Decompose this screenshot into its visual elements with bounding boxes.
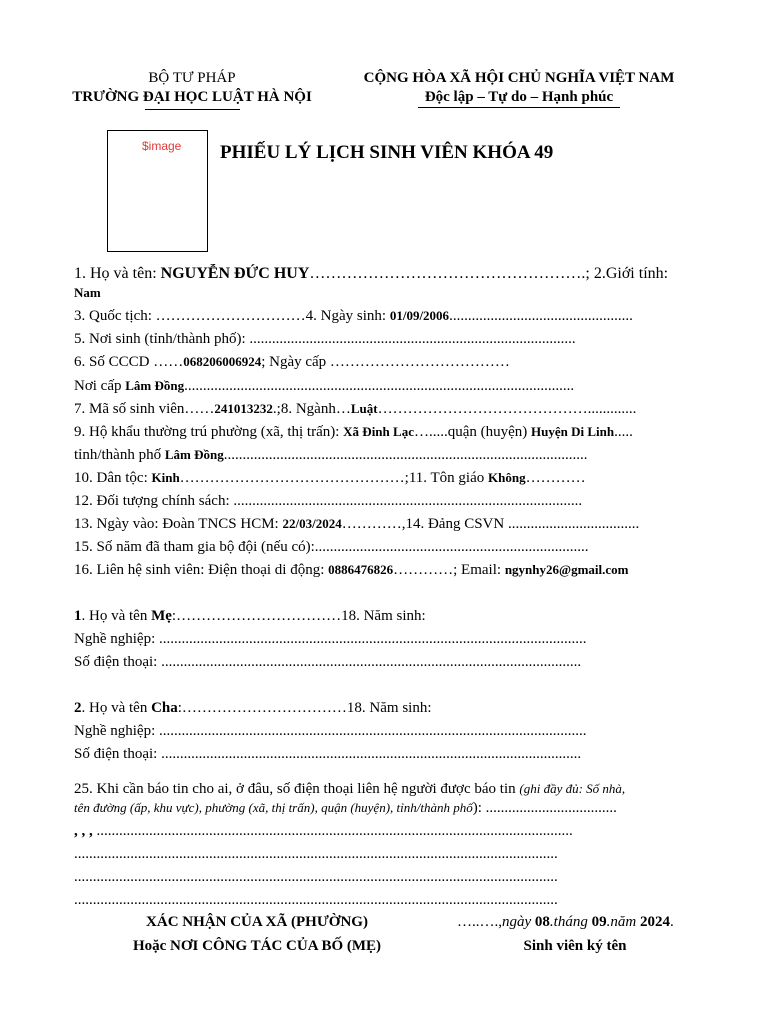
date-ngay: ngày [502, 914, 535, 930]
field-issue-dots: ........................................................................................................ [184, 378, 575, 394]
major: Luật [350, 401, 378, 416]
ministry-name: BỘ TƯ PHÁP [148, 70, 236, 86]
field-cccd-label: 6. Số CCCD …… [74, 354, 184, 370]
field-student-id-line [74, 399, 708, 419]
confirm-title: XÁC NHẬN CỦA XÃ (PHƯỜNG) [146, 914, 368, 930]
date-nam: .năm [606, 914, 640, 930]
mother-job: Nghề nghiệp: .................................................................................................................. [74, 631, 587, 647]
field-district-label: ….....quận (huyện) [413, 424, 532, 440]
field-nationality-line [74, 306, 708, 326]
contact-line-1-prefix: , , , [74, 823, 97, 839]
email: ngynhy26@gmail.com [504, 562, 629, 577]
field-party-label: …………,14. Đảng CSVN ................................... [341, 516, 640, 532]
contact-hint-end: ): ................................... [472, 800, 617, 816]
field-residence-label: 9. Hộ khẩu thường trú phường (xã, thị trấn): [74, 424, 344, 440]
contact-line-1 [74, 821, 708, 841]
contact-label-line [74, 779, 713, 799]
field-military: 15. Số năm đã tham gia bộ đội (nếu có):......................................................................... [74, 539, 589, 555]
contact-line-4: ................................................................................................................................. [74, 892, 558, 908]
date-prefix: …..…., [457, 914, 502, 930]
sign-date [457, 913, 674, 932]
province: Lâm Đồng [164, 447, 224, 462]
field-issue-line [74, 376, 708, 396]
contact-line-3: ................................................................................................................................. [74, 869, 558, 885]
father-rest: :……………………………18. Năm sinh: [177, 700, 432, 716]
contact-label: 25. Khi cần báo tin cho ai, ở đâu, số điện thoại liên hệ người được báo tin [74, 781, 520, 797]
district: Huyện Di Linh [531, 424, 615, 439]
field-ethnic-line [74, 468, 708, 488]
date-end: . [669, 914, 674, 930]
father-job: Nghề nghiệp: .................................................................................................................. [74, 723, 587, 739]
school-underline [145, 109, 240, 110]
field-birthplace: 5. Nơi sinh (tỉnh/thành phố): ....................................................................................... [74, 331, 576, 347]
phone-number: 0886476826 [328, 562, 394, 577]
field-name-dots: …………………………………………….; 2.Giới tính: [309, 265, 669, 282]
field-province-line [74, 445, 708, 465]
contact-hint-line [74, 798, 708, 818]
field-cccd-line [74, 352, 708, 372]
field-phone-label: 16. Liên hệ sinh viên: Điện thoại di động: [74, 562, 329, 578]
student-signature-label: Sinh viên ký tên [523, 938, 627, 954]
field-cccd-rest: ; Ngày cấp ……………………………… [261, 354, 510, 370]
commune: Xã Đinh Lạc [343, 424, 414, 439]
nation-name: CỘNG HÒA XÃ HỘI CHỦ NGHĨA VIỆT NAM [363, 70, 675, 86]
union-date: 22/03/2024 [282, 516, 342, 531]
form-title: PHIẾU LÝ LỊCH SINH VIÊN KHÓA 49 [220, 142, 554, 163]
field-religion-label: ………………………………………;11. Tôn giáo [179, 470, 488, 486]
date-month: 09 [591, 914, 607, 930]
religion: Không [488, 470, 526, 485]
mother-number: 1 [74, 608, 82, 624]
field-union-label: 13. Ngày vào: Đoàn TNCS HCM: [74, 516, 283, 532]
ethnic: Kinh [151, 470, 180, 485]
field-email-label: …………; Email: [393, 562, 505, 578]
field-major-label: .;8. Ngành… [272, 401, 351, 417]
father-phone: Số điện thoại: ................................................................................................................ [74, 746, 582, 762]
student-name: NGUYỄN ĐỨC HUY [160, 265, 310, 282]
motto-underline [418, 107, 620, 108]
field-province-label: tỉnh/thành phố [74, 447, 165, 463]
mother-name-line [74, 606, 708, 626]
cccd-number: 068206006924 [183, 354, 262, 369]
field-dob-dots: ................................................. [449, 308, 633, 324]
field-major-dots: ……………………………………............. [377, 401, 637, 417]
contact-hint-1: (ghi đầy đủ: Số nhà, [519, 781, 626, 796]
field-residence-line [74, 422, 708, 442]
field-policy: 12. Đối tượng chính sách: ............................................................................................. [74, 493, 583, 509]
date-day: 08 [534, 914, 550, 930]
field-province-dots: ................................................................................................. [223, 447, 588, 463]
father-number: 2 [74, 700, 82, 716]
field-religion-dots: ………… [525, 470, 586, 486]
field-ethnic-label: 10. Dân tộc: [74, 470, 152, 486]
father-label: . Họ và tên [81, 700, 152, 716]
field-name-label: 1. Họ và tên: [74, 265, 161, 282]
mother-phone: Số điện thoại: ................................................................................................................ [74, 654, 582, 670]
confirm-subtitle: Hoặc NƠI CÔNG TÁC CỦA BỐ (MẸ) [132, 938, 382, 954]
date-of-birth: 01/09/2006 [389, 308, 450, 323]
mother-label: . Họ và tên [81, 608, 152, 624]
field-student-id-label: 7. Mã số sinh viên…… [74, 401, 215, 417]
father-word: Cha [151, 700, 178, 716]
student-id: 241013232 [214, 401, 273, 416]
field-union-line [74, 514, 708, 534]
field-contact-line [74, 560, 718, 580]
nation-motto: Độc lập – Tự do – Hạnh phúc [424, 89, 614, 105]
photo-placeholder-text: $image [142, 139, 182, 153]
contact-line-2: ................................................................................................................................. [74, 846, 558, 862]
contact-line-1-dots: ............................................................................................................................... [96, 823, 573, 839]
school-name: TRƯỜNG ĐẠI HỌC LUẬT HÀ NỘI [72, 89, 312, 105]
father-name-line [74, 698, 708, 718]
issue-place: Lâm Đồng [125, 378, 185, 393]
mother-word: Mẹ [151, 608, 172, 624]
date-year: 2024 [639, 914, 670, 930]
photo-placeholder [107, 130, 208, 252]
gender-value: Nam [74, 285, 101, 300]
field-district-dots: ..... [614, 424, 633, 440]
field-issue-label: Nơi cấp [74, 378, 126, 394]
date-thang: .tháng [549, 914, 592, 930]
field-name-line [74, 264, 708, 284]
field-nationality-label: 3. Quốc tịch: …………………………4. Ngày sinh: [74, 308, 390, 324]
contact-hint-2: tên đường (ấp, khu vực), phường (xã, thị trấn), quận (huyện), tỉnh/thành phố [74, 800, 473, 815]
mother-rest: :……………………………18. Năm sinh: [171, 608, 426, 624]
